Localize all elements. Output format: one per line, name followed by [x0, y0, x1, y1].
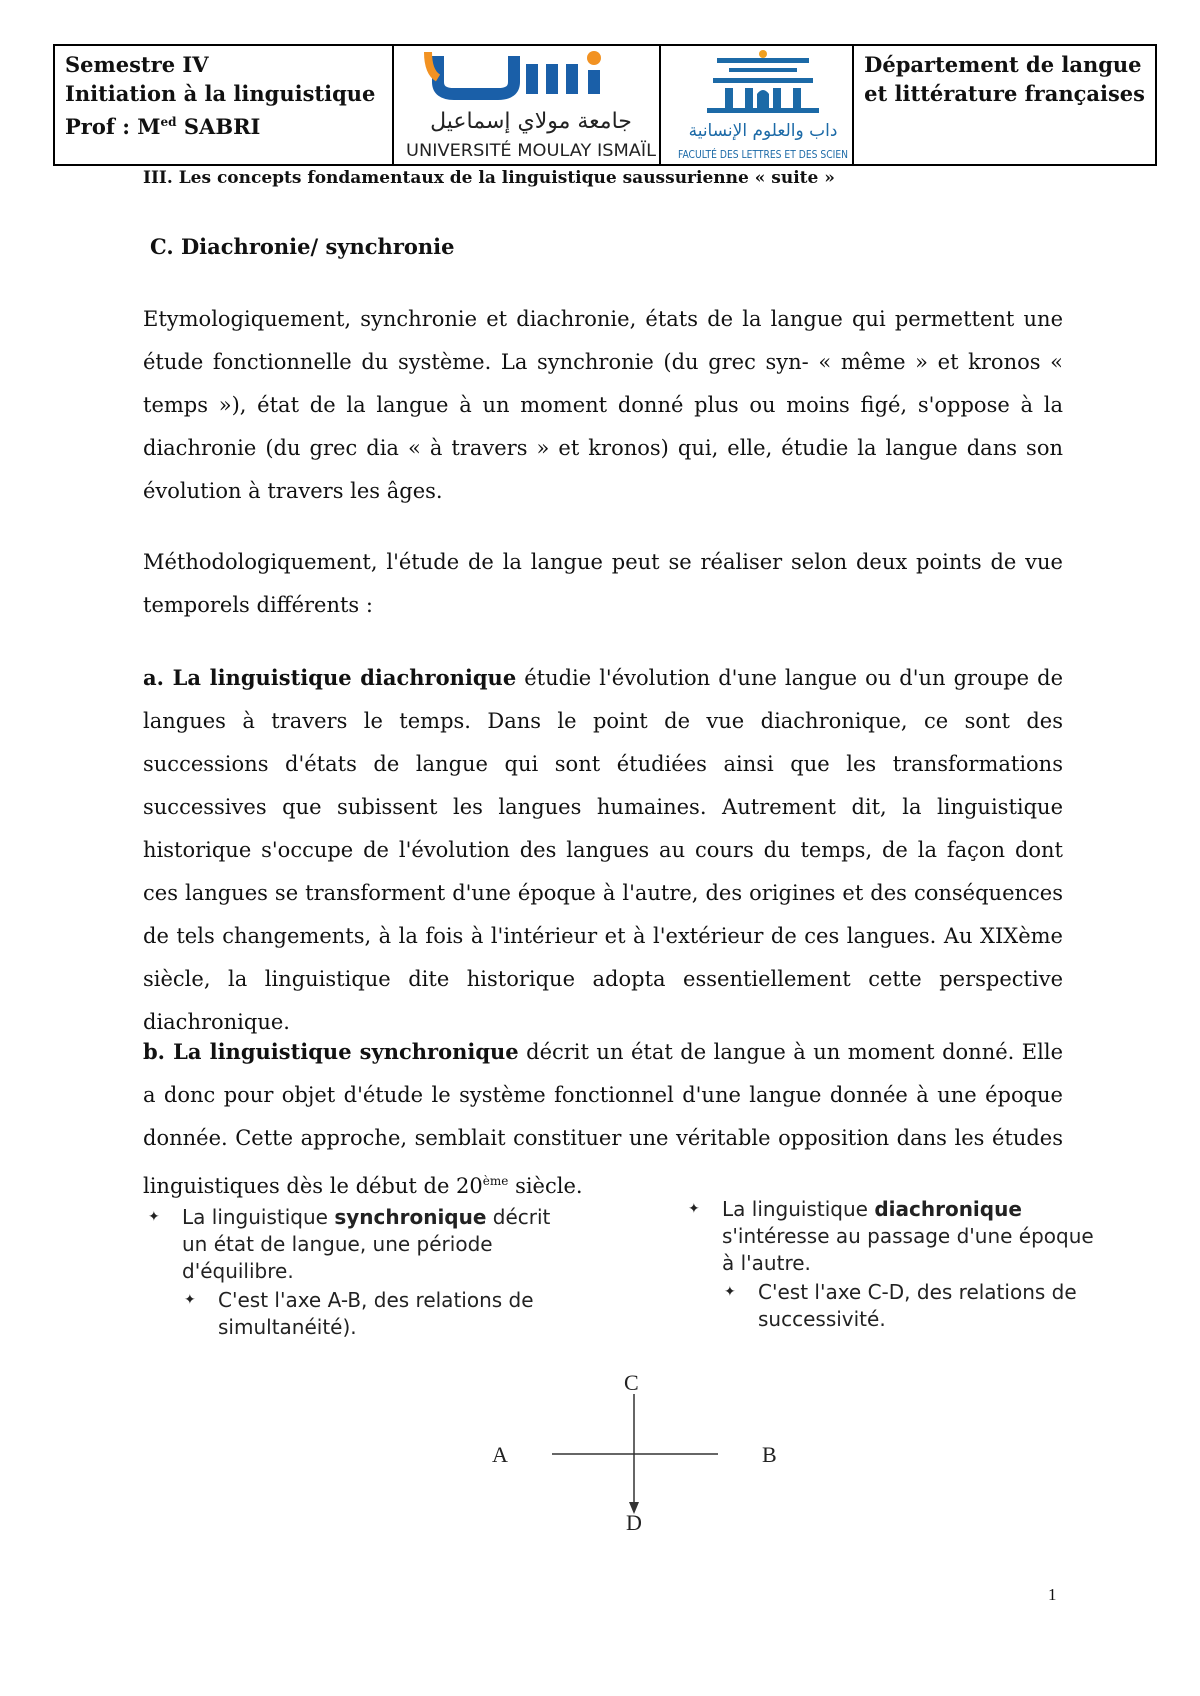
bullet-icon: ✦ — [184, 1292, 196, 1308]
department-line-1: Département de langue — [864, 52, 1142, 77]
bullet-icon: ✦ — [688, 1201, 700, 1217]
svg-text:FACULTÉ DES LETTRES ET DES SCI: FACULTÉ DES LETTRES ET DES SCIEN — [677, 148, 848, 161]
department-line-2: et littérature françaises — [864, 81, 1145, 106]
faculty-logo-cell — [661, 46, 854, 164]
axis-label-d: D — [626, 1510, 642, 1535]
list-item: ✦ La linguistique synchronique décrit un état de langue, une période d'équilibre. — [148, 1205, 551, 1283]
department-cell — [854, 46, 1155, 164]
axis-label-b: B — [762, 1442, 777, 1467]
university-logo-cell — [394, 46, 661, 164]
paragraph-diachronic: a. La linguistique diachronique étudie l'évolution d'une langue ou d'un groupe de langues à travers le temps. Dans le point de vue diachronique, ce sont des successions d'états de langue qui sont étudiées ainsi que les transformations successives que subissent les langues humaines. Autrement dit, la linguistique historique s'occupe de l'évolution des langues au cours du temps, de la façon dont ces langues se transforment d'une époque à l'autre, des origines et des conséquences de tels changements, à la fois à l'intérieur et à l'extérieur de ces langues. Au XIXème siècle, la linguistique dite historique adopta essentiellement cette perspective diachronique. — [143, 665, 1064, 1034]
svg-text:داب والعلوم الإنسانية: داب والعلوم الإنسانية — [688, 121, 838, 141]
page-number: 1 — [1048, 1585, 1057, 1604]
course-title: Initiation à la linguistique — [65, 81, 376, 106]
header-table — [53, 44, 1157, 166]
list-item: ✦ La linguistique diachronique s'intéresse au passage d'une époque à l'autre. — [688, 1197, 1094, 1275]
svg-text:UNIVERSITÉ MOULAY ISMAÏL: UNIVERSITÉ MOULAY ISMAÏL — [406, 141, 646, 161]
synchronic-bullet-block — [148, 1204, 578, 1341]
axis-label-c: C — [624, 1370, 639, 1395]
subheading: C. Diachronie/ synchronie — [150, 234, 455, 259]
paragraph-methodology: Méthodologiquement, l'étude de la langue peut se réaliser selon deux points de vue temporels différents : — [143, 550, 1063, 617]
section-heading: III. Les concepts fondamentaux de la linguistique saussurienne « suite » — [143, 168, 835, 188]
diachronic-bullet-block — [688, 1196, 1108, 1333]
axis-label-a: A — [492, 1442, 508, 1467]
paragraph-synchronic: b. La linguistique synchronique décrit un état de langue à un moment donné. Elle a donc pour objet d'étude le système fonctionnel d'une langue donnée à une époque donnée. Cette approche, semblait constituer une véritable opposition dans les études linguistiques dès le début de 20ème siècle. — [143, 1039, 1064, 1198]
svg-text:جامعة مولاي إسماعيل: جامعة مولاي إسماعيل — [430, 109, 632, 134]
list-item: ✦ C'est l'axe A-B, des relations de simultanéité). — [184, 1288, 534, 1339]
course-info-cell — [55, 46, 394, 164]
semester-label: Semestre IV — [65, 52, 209, 77]
bullet-icon: ✦ — [148, 1209, 160, 1225]
axes-diagram — [470, 1370, 810, 1535]
umi-monogram-icon — [428, 51, 601, 94]
professor-name: Prof : $M^{ed}$ SABRI — [65, 114, 261, 139]
university-logo — [398, 48, 664, 164]
faculty-logo — [673, 48, 853, 164]
faculty-building-icon — [707, 50, 819, 113]
list-item: ✦ C'est l'axe C-D, des relations de successivité. — [724, 1280, 1077, 1331]
paragraph-etymology: Etymologiquement, synchronie et diachronie, états de la langue qui permettent une étude fonctionnelle du système. La synchronie (du grec syn- « même » et kronos « temps »), état de la langue à un moment donné plus ou moins figé, s'oppose à la diachronie (du grec dia « à travers » et kronos) qui, elle, étudie la langue dans son évolution à travers les âges. — [143, 307, 1063, 503]
paragraph-diachronic-title: a. La linguistique diachronique — [143, 665, 517, 690]
paragraph-synchronic-title: b. La linguistique synchronique — [143, 1039, 519, 1064]
bullet-icon: ✦ — [724, 1284, 736, 1300]
